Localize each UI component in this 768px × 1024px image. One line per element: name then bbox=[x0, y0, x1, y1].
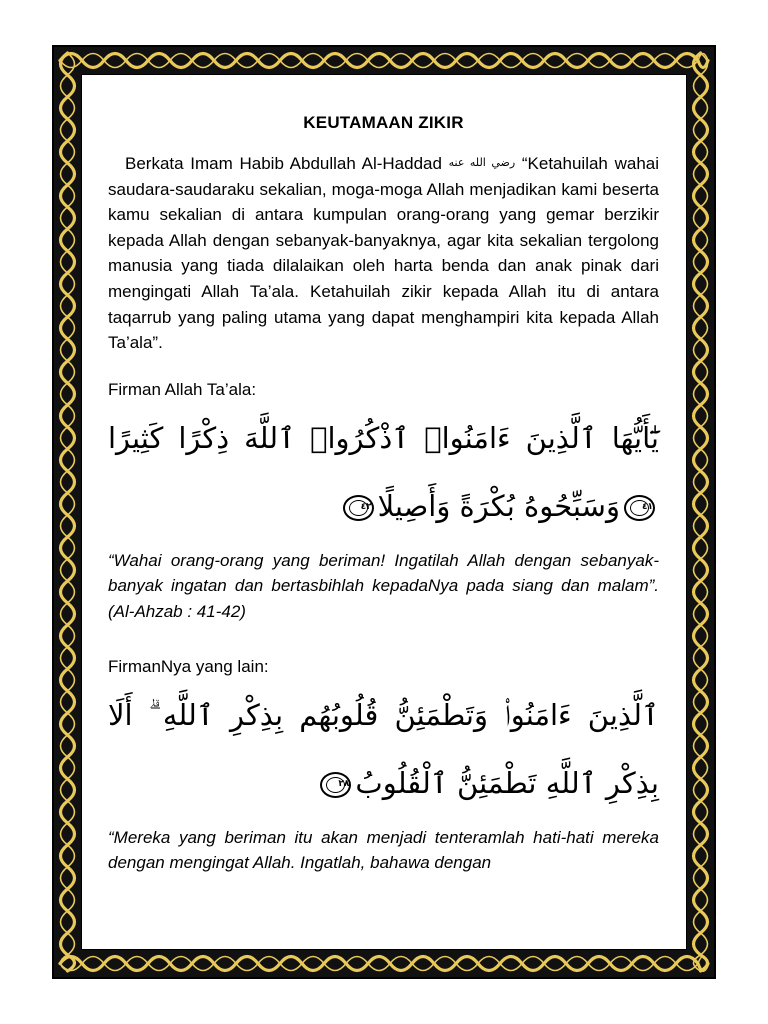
ayah-number-marker bbox=[320, 772, 351, 798]
intro-start: Berkata Imam Habib Abdullah Al-Haddad bbox=[125, 154, 442, 173]
verse1-translation: “Wahai orang-orang yang beriman! Ingatilah Allah dengan sebanyak-banyak ingatan dan bertasbihlah kepadaNya pada siang dan malam”. (Al-Ahzab : 41-42) bbox=[108, 550, 659, 621]
ayah-number-marker bbox=[624, 495, 655, 521]
ayah-number: ٢٨ bbox=[338, 778, 350, 789]
verse1-arabic bbox=[108, 404, 659, 540]
verse1-text-part1: يَٰٓأَيُّهَا ٱلَّذِينَ ءَامَنُوا۟ ٱذْكُرُوا۟ ٱللَّهَ ذِكْرًا كَثِيرًا bbox=[108, 420, 659, 455]
intro-paragraph bbox=[108, 150, 659, 356]
ayah-number: ٤٢ bbox=[360, 501, 372, 512]
honorific-mark: رضي الله عنه bbox=[448, 156, 516, 169]
verse1-label: Firman Allah Ta’ala: bbox=[108, 379, 257, 399]
verse1-text-part2: وَسَبِّحُوهُ بُكْرَةً وَأَصِيلًا bbox=[377, 488, 620, 523]
verse2-translation: “Mereka yang beriman itu akan menjadi tenteramlah hati-hati mereka dengan mengingat Allah. Ingatlah, bahawa dengan bbox=[108, 827, 659, 873]
ayah-number-marker bbox=[343, 495, 374, 521]
verse2-arabic bbox=[108, 681, 659, 817]
intro-rest: “Ketahuilah wahai saudara-saudaraku sekalian, moga-moga Allah menjadikan kami beserta kamu sekalian di antara kumpulan orang-orang yang gemar berzikir kepada Allah dengan sebanyak-banyaknya, agar kita sekalian tergolong manusia yang tiada dilalaikan oleh harta benda dan anak pinak dari mengingati Allah Ta’ala. Ketahuilah zikir kepada Allah itu di antara taqarrub yang paling utama yang dapat menghampiri kita kepada Allah Ta’ala”. bbox=[108, 154, 660, 353]
document-body bbox=[108, 112, 659, 876]
verse2-label: FirmanNya yang lain: bbox=[108, 656, 269, 676]
document-title: KEUTAMAAN ZIKIR bbox=[303, 113, 464, 132]
verse2-text: ٱلَّذِينَ ءَامَنُوا۟ وَتَطْمَئِنُّ قُلُوبُهُم بِذِكْرِ ٱللَّهِ ۗ أَلَا بِذِكْرِ ٱللَّهِ تَطْمَئِنُّ ٱلْقُلُوبُ bbox=[108, 697, 659, 800]
ayah-number: ٤١ bbox=[642, 501, 653, 512]
